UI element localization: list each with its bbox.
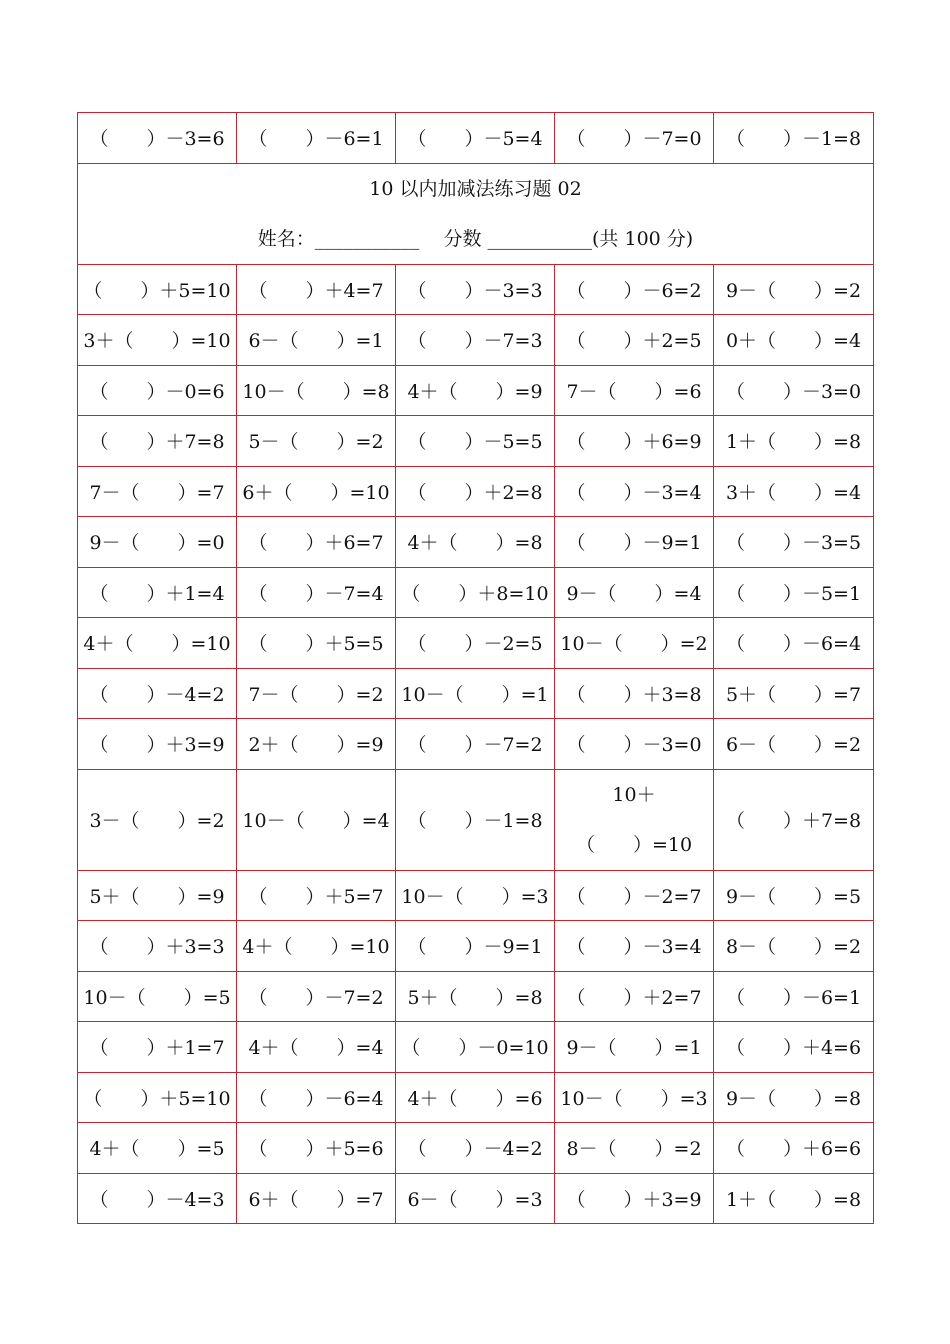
problem-row <box>78 1072 874 1123</box>
problem-cell: （ ）－5=4 <box>396 113 555 164</box>
problem-cell: 6＋（ ）=10 <box>237 466 396 517</box>
problem-row <box>78 769 874 870</box>
problem-cell: 10－（ ）=1 <box>396 668 555 719</box>
problem-cell: 5－（ ）=2 <box>237 416 396 467</box>
problem-cell: 4＋（ ）=6 <box>396 1072 555 1123</box>
problem-row <box>78 517 874 568</box>
problem-cell: （ ）－3=5 <box>714 517 874 568</box>
problem-cell: （ ）－6=4 <box>714 618 874 669</box>
problem-cell: （ ）＋4=7 <box>237 264 396 315</box>
problem-row <box>78 315 874 366</box>
problem-cell: 10＋ （ ）=10 <box>555 769 714 870</box>
problem-row <box>78 113 874 164</box>
score-field: 分数 ___________(共 100 分) <box>443 227 694 250</box>
problem-cell: 8－（ ）=2 <box>555 1123 714 1174</box>
problem-cell: （ ）＋2=8 <box>396 466 555 517</box>
problem-row <box>78 264 874 315</box>
problem-cell: 4＋（ ）=9 <box>396 365 555 416</box>
header-row <box>78 163 874 264</box>
problem-row <box>78 1022 874 1073</box>
problem-row <box>78 971 874 1022</box>
problem-cell: 4＋（ ）=10 <box>78 618 237 669</box>
problem-cell: 4＋（ ）=4 <box>237 1022 396 1073</box>
worksheet-table <box>77 112 874 1224</box>
problem-cell: （ ）＋3=9 <box>555 1173 714 1224</box>
problem-cell: 9－（ ）=2 <box>714 264 874 315</box>
problem-cell: （ ）＋6=9 <box>555 416 714 467</box>
problem-cell: （ ）－2=7 <box>555 870 714 921</box>
problem-row <box>78 416 874 467</box>
problem-cell: 7－（ ）=6 <box>555 365 714 416</box>
problem-cell: 5＋（ ）=7 <box>714 668 874 719</box>
problem-cell: 4＋（ ）=10 <box>237 921 396 972</box>
problem-cell: （ ）＋3=3 <box>78 921 237 972</box>
problem-cell: 1＋（ ）=8 <box>714 1173 874 1224</box>
problem-cell: （ ）＋5=5 <box>237 618 396 669</box>
problem-cell: （ ）－0=10 <box>396 1022 555 1073</box>
problem-cell: 8－（ ）=2 <box>714 921 874 972</box>
problem-cell: （ ）－3=0 <box>555 719 714 770</box>
problem-cell: 7－（ ）=2 <box>237 668 396 719</box>
problem-cell: 10－（ ）=5 <box>78 971 237 1022</box>
problem-cell: （ ）－9=1 <box>555 517 714 568</box>
problem-row <box>78 1123 874 1174</box>
problem-cell: （ ）＋3=8 <box>555 668 714 719</box>
problem-cell: 2＋（ ）=9 <box>237 719 396 770</box>
problem-cell: 10－（ ）=3 <box>396 870 555 921</box>
problem-cell: 6＋（ ）=7 <box>237 1173 396 1224</box>
problem-cell: 10－（ ）=2 <box>555 618 714 669</box>
problem-cell: （ ）＋3=9 <box>78 719 237 770</box>
problem-cell: （ ）－1=8 <box>396 769 555 870</box>
worksheet-title: 10 以内加减法练习题 02 <box>369 177 582 200</box>
problem-cell: 9－（ ）=0 <box>78 517 237 568</box>
problem-cell: （ ）－7=3 <box>396 315 555 366</box>
problem-cell: 0＋（ ）=4 <box>714 315 874 366</box>
problem-cell: （ ）－7=2 <box>396 719 555 770</box>
problem-cell: 9－（ ）=5 <box>714 870 874 921</box>
problem-cell: （ ）－7=2 <box>237 971 396 1022</box>
problem-row <box>78 719 874 770</box>
problem-row <box>78 466 874 517</box>
problem-row <box>78 870 874 921</box>
problem-row <box>78 567 874 618</box>
problem-cell: （ ）－3=4 <box>555 466 714 517</box>
problem-cell: 9－（ ）=4 <box>555 567 714 618</box>
problem-cell: 3－（ ）=2 <box>78 769 237 870</box>
problem-row <box>78 668 874 719</box>
problem-cell: （ ）－3=4 <box>555 921 714 972</box>
problem-cell: 6－（ ）=1 <box>237 315 396 366</box>
problem-cell: 4＋（ ）=5 <box>78 1123 237 1174</box>
problem-cell: 1＋（ ）=8 <box>714 416 874 467</box>
problem-cell: 5＋（ ）=9 <box>78 870 237 921</box>
problem-cell: 3＋（ ）=4 <box>714 466 874 517</box>
problem-cell: （ ）＋8=10 <box>396 567 555 618</box>
problem-cell: （ ）－3=3 <box>396 264 555 315</box>
problem-cell: （ ）＋6=6 <box>714 1123 874 1174</box>
problem-cell: （ ）－7=4 <box>237 567 396 618</box>
problem-cell: （ ）＋6=7 <box>237 517 396 568</box>
worksheet-body <box>78 113 874 1224</box>
problem-cell: （ ）－5=1 <box>714 567 874 618</box>
problem-cell: （ ）＋1=4 <box>78 567 237 618</box>
problem-cell: 10－（ ）=4 <box>237 769 396 870</box>
problem-cell: （ ）－6=4 <box>237 1072 396 1123</box>
problem-cell: （ ）－4=2 <box>396 1123 555 1174</box>
problem-cell: （ ）－3=0 <box>714 365 874 416</box>
problem-cell: （ ）＋5=7 <box>237 870 396 921</box>
problem-cell: 7－（ ）=7 <box>78 466 237 517</box>
problem-cell: 6－（ ）=2 <box>714 719 874 770</box>
problem-cell: （ ）－4=3 <box>78 1173 237 1224</box>
problem-cell: （ ）＋2=5 <box>555 315 714 366</box>
problem-cell: 4＋（ ）=8 <box>396 517 555 568</box>
problem-cell: （ ）－9=1 <box>396 921 555 972</box>
worksheet-header <box>78 163 874 264</box>
problem-cell: （ ）＋1=7 <box>78 1022 237 1073</box>
problem-cell: 9－（ ）=8 <box>714 1072 874 1123</box>
problem-row <box>78 365 874 416</box>
problem-cell: （ ）＋4=6 <box>714 1022 874 1073</box>
problem-cell: 3＋（ ）=10 <box>78 315 237 366</box>
problem-row <box>78 1173 874 1224</box>
problem-cell: （ ）－2=5 <box>396 618 555 669</box>
problem-cell: （ ）－6=2 <box>555 264 714 315</box>
problem-cell: 9－（ ）=1 <box>555 1022 714 1073</box>
problem-cell: （ ）－3=6 <box>78 113 237 164</box>
problem-cell: 5＋（ ）=8 <box>396 971 555 1022</box>
student-info <box>78 214 873 264</box>
problem-cell: 10－（ ）=8 <box>237 365 396 416</box>
problem-cell: （ ）－1=8 <box>714 113 874 164</box>
problem-cell: （ ）＋2=7 <box>555 971 714 1022</box>
problem-cell: （ ）＋5=10 <box>78 264 237 315</box>
problem-cell: （ ）－5=5 <box>396 416 555 467</box>
problem-cell: （ ）＋5=6 <box>237 1123 396 1174</box>
problem-cell: 10－（ ）=3 <box>555 1072 714 1123</box>
problem-cell: 6－（ ）=3 <box>396 1173 555 1224</box>
problem-cell: （ ）－6=1 <box>714 971 874 1022</box>
name-field: 姓名：___________ <box>257 227 420 250</box>
problem-cell: （ ）－7=0 <box>555 113 714 164</box>
problem-cell: （ ）－6=1 <box>237 113 396 164</box>
problem-cell: （ ）－0=6 <box>78 365 237 416</box>
problem-cell: （ ）＋7=8 <box>714 769 874 870</box>
problem-cell: （ ）－4=2 <box>78 668 237 719</box>
problem-cell: （ ）＋7=8 <box>78 416 237 467</box>
problem-row <box>78 618 874 669</box>
problem-row <box>78 921 874 972</box>
problem-cell: （ ）＋5=10 <box>78 1072 237 1123</box>
